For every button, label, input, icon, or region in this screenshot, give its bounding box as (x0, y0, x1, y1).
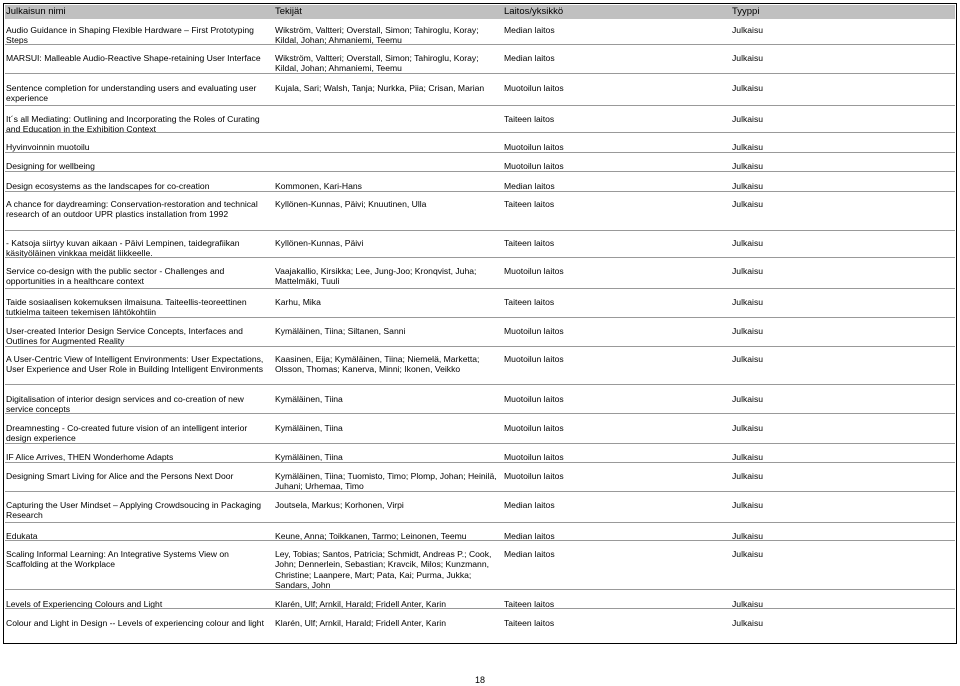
row-authors: Kommonen, Kari-Hans (275, 181, 362, 191)
row-title: - Katsoja siirtyy kuvan aikaan - Päivi Lempinen, taidegrafiikan käsityöläinen vinkkaa meidät liikkeelle. (6, 238, 240, 259)
row-divider (5, 73, 955, 74)
row-divider (5, 257, 955, 258)
row-authors: Kyllönen-Kunnas, Päivi (275, 238, 364, 248)
row-divider (5, 44, 955, 45)
header-authors: Tekijät (275, 6, 302, 17)
row-type: Julkaisu (732, 161, 764, 171)
row-divider (5, 346, 955, 347)
row-title: Levels of Experiencing Colours and Light (6, 599, 163, 609)
row-unit: Median laitos (504, 181, 555, 191)
row-type: Julkaisu (732, 266, 764, 276)
row-divider (5, 589, 955, 590)
row-authors: Klarén, Ulf; Arnkil, Harald; Fridell Anter, Karin (275, 618, 446, 628)
row-divider (5, 443, 955, 444)
row-authors: Kymäläinen, Tiina (275, 394, 343, 404)
row-authors: Karhu, Mika (275, 297, 321, 307)
row-unit: Muotoilun laitos (504, 142, 564, 152)
row-authors: Kujala, Sari; Walsh, Tanja; Nurkka, Piia; Crisan, Marian (275, 83, 485, 93)
row-divider (5, 317, 955, 318)
row-unit: Muotoilun laitos (504, 83, 564, 93)
row-title: It´s all Mediating: Outlining and Incorporating the Roles of Curating and Education in the Exhibition Context (6, 114, 260, 135)
row-authors: Ley, Tobias; Santos, Patricia; Schmidt, Andreas P.; Cook, John; Dennerlein, Sebastian; Kravcik, Milos; Kunzmann, Christine; Laanpere, Mart; Pata, Kai; Purma, Jukka; Sandars, John (275, 549, 492, 591)
row-title: Designing for wellbeing (6, 161, 95, 171)
row-unit: Muotoilun laitos (504, 394, 564, 404)
row-divider (5, 540, 955, 541)
row-divider (5, 413, 955, 414)
row-authors: Kymäläinen, Tiina (275, 452, 343, 462)
table-header (5, 5, 955, 19)
row-divider (5, 152, 955, 153)
row-unit: Taiteen laitos (504, 297, 555, 307)
row-unit: Taiteen laitos (504, 599, 555, 609)
row-type: Julkaisu (732, 452, 764, 462)
row-title: Service co-design with the public sector - Challenges and opportunities in a healthcare context (6, 266, 225, 287)
row-unit: Muotoilun laitos (504, 452, 564, 462)
row-title: Edukata (6, 531, 38, 541)
row-title: A User-Centric View of Intelligent Environments: User Expectations, User Experience and User Role in Building Intelligent Environments (6, 354, 264, 375)
row-divider (5, 522, 955, 523)
row-title: Capturing the User Mindset – Applying Crowdsoucing in Packaging Research (6, 500, 262, 521)
row-unit: Taiteen laitos (504, 238, 555, 248)
row-title: A chance for daydreaming: Conservation-restoration and technical research of an outdoor UPR plastics installation from 1992 (6, 199, 258, 220)
row-type: Julkaisu (732, 326, 764, 336)
row-unit: Median laitos (504, 500, 555, 510)
row-unit: Muotoilun laitos (504, 326, 564, 336)
page-number: 18 (474, 675, 485, 685)
row-title: Design ecosystems as the landscapes for co-creation (6, 181, 210, 191)
row-type: Julkaisu (732, 394, 764, 404)
row-unit: Taiteen laitos (504, 618, 555, 628)
row-type: Julkaisu (732, 618, 764, 628)
row-title: IF Alice Arrives, THEN Wonderhome Adapts (6, 452, 174, 462)
row-title: Audio Guidance in Shaping Flexible Hardware – First Prototyping Steps (6, 25, 254, 46)
row-title: Designing Smart Living for Alice and the Persons Next Door (6, 471, 234, 481)
row-authors: Wikström, Valtteri; Overstall, Simon; Tahiroglu, Koray; Kildal, Johan; Ahmaniemi, Teemu (275, 53, 479, 74)
row-title: Scaling Informal Learning: An Integrative Systems View on Scaffolding at the Workplace (6, 549, 229, 570)
row-authors: Wikström, Valtteri; Overstall, Simon; Tahiroglu, Koray; Kildal, Johan; Ahmaniemi, Teemu (275, 25, 479, 46)
row-unit: Muotoilun laitos (504, 354, 564, 364)
row-authors: Kaasinen, Eija; Kymäläinen, Tiina; Niemelä, Marketta; Olsson, Thomas; Kanerva, Minni; Ikonen, Veikko (275, 354, 480, 375)
row-divider (5, 608, 955, 609)
row-authors: Kymäläinen, Tiina; Siltanen, Sanni (275, 326, 406, 336)
row-title: Colour and Light in Design -- Levels of experiencing colour and light (6, 618, 264, 628)
row-divider (5, 230, 955, 231)
row-type: Julkaisu (732, 142, 764, 152)
row-authors: Kymäläinen, Tiina (275, 423, 343, 433)
row-title: Taide sosiaalisen kokemuksen ilmaisuna. Taiteellis-teoreettinen tutkielma taiteen tekemisen lähtökohtiin (6, 297, 247, 318)
row-type: Julkaisu (732, 25, 764, 35)
row-authors: Kymäläinen, Tiina; Tuomisto, Timo; Plomp, Johan; Heinilä, Juhani; Urhemaa, Timo (275, 471, 497, 492)
row-unit: Muotoilun laitos (504, 471, 564, 481)
header-unit: Laitos/yksikkö (504, 6, 564, 17)
row-type: Julkaisu (732, 423, 764, 433)
row-unit: Median laitos (504, 53, 555, 63)
row-title: User-created Interior Design Service Concepts, Interfaces and Outlines for Augmented Reality (6, 326, 243, 347)
row-unit: Muotoilun laitos (504, 161, 564, 171)
row-unit: Median laitos (504, 531, 555, 541)
row-authors: Kyllönen-Kunnas, Päivi; Knuutinen, Ulla (275, 199, 427, 209)
row-authors: Klarén, Ulf; Arnkil, Harald; Fridell Anter, Karin (275, 599, 446, 609)
row-authors: Vaajakallio, Kirsikka; Lee, Jung-Joo; Kronqvist, Juha; Mattelmäki, Tuuli (275, 266, 477, 287)
row-unit: Median laitos (504, 549, 555, 559)
row-divider (5, 384, 955, 385)
row-type: Julkaisu (732, 238, 764, 248)
row-title: Dreamnesting - Co-created future vision of an intelligent interior design experience (6, 423, 248, 444)
row-unit: Median laitos (504, 25, 555, 35)
row-divider (5, 288, 955, 289)
row-title: Digitalisation of interior design services and co-creation of new service concepts (6, 394, 244, 415)
row-type: Julkaisu (732, 83, 764, 93)
row-title: MARSUI: Malleable Audio-Reactive Shape-retaining User Interface (6, 53, 261, 63)
row-type: Julkaisu (732, 599, 764, 609)
row-type: Julkaisu (732, 53, 764, 63)
row-type: Julkaisu (732, 471, 764, 481)
row-divider (5, 132, 955, 133)
header-title: Julkaisun nimi (6, 6, 66, 17)
row-type: Julkaisu (732, 549, 764, 559)
row-title: Hyvinvoinnin muotoilu (6, 142, 90, 152)
row-divider (5, 171, 955, 172)
row-unit: Taiteen laitos (504, 114, 555, 124)
row-type: Julkaisu (732, 297, 764, 307)
publication-table (3, 3, 957, 644)
row-authors: Joutsela, Markus; Korhonen, Virpi (275, 500, 404, 510)
row-type: Julkaisu (732, 114, 764, 124)
row-divider (5, 191, 955, 192)
row-type: Julkaisu (732, 354, 764, 364)
row-title: Sentence completion for understanding users and evaluating user experience (6, 83, 257, 104)
header-type: Tyyppi (732, 6, 760, 17)
row-divider (5, 105, 955, 106)
row-type: Julkaisu (732, 500, 764, 510)
row-type: Julkaisu (732, 531, 764, 541)
row-divider (5, 491, 955, 492)
row-unit: Muotoilun laitos (504, 266, 564, 276)
row-authors: Keune, Anna; Toikkanen, Tarmo; Leinonen, Teemu (275, 531, 467, 541)
row-unit: Taiteen laitos (504, 199, 555, 209)
row-divider (5, 462, 955, 463)
row-type: Julkaisu (732, 199, 764, 209)
row-type: Julkaisu (732, 181, 764, 191)
row-unit: Muotoilun laitos (504, 423, 564, 433)
